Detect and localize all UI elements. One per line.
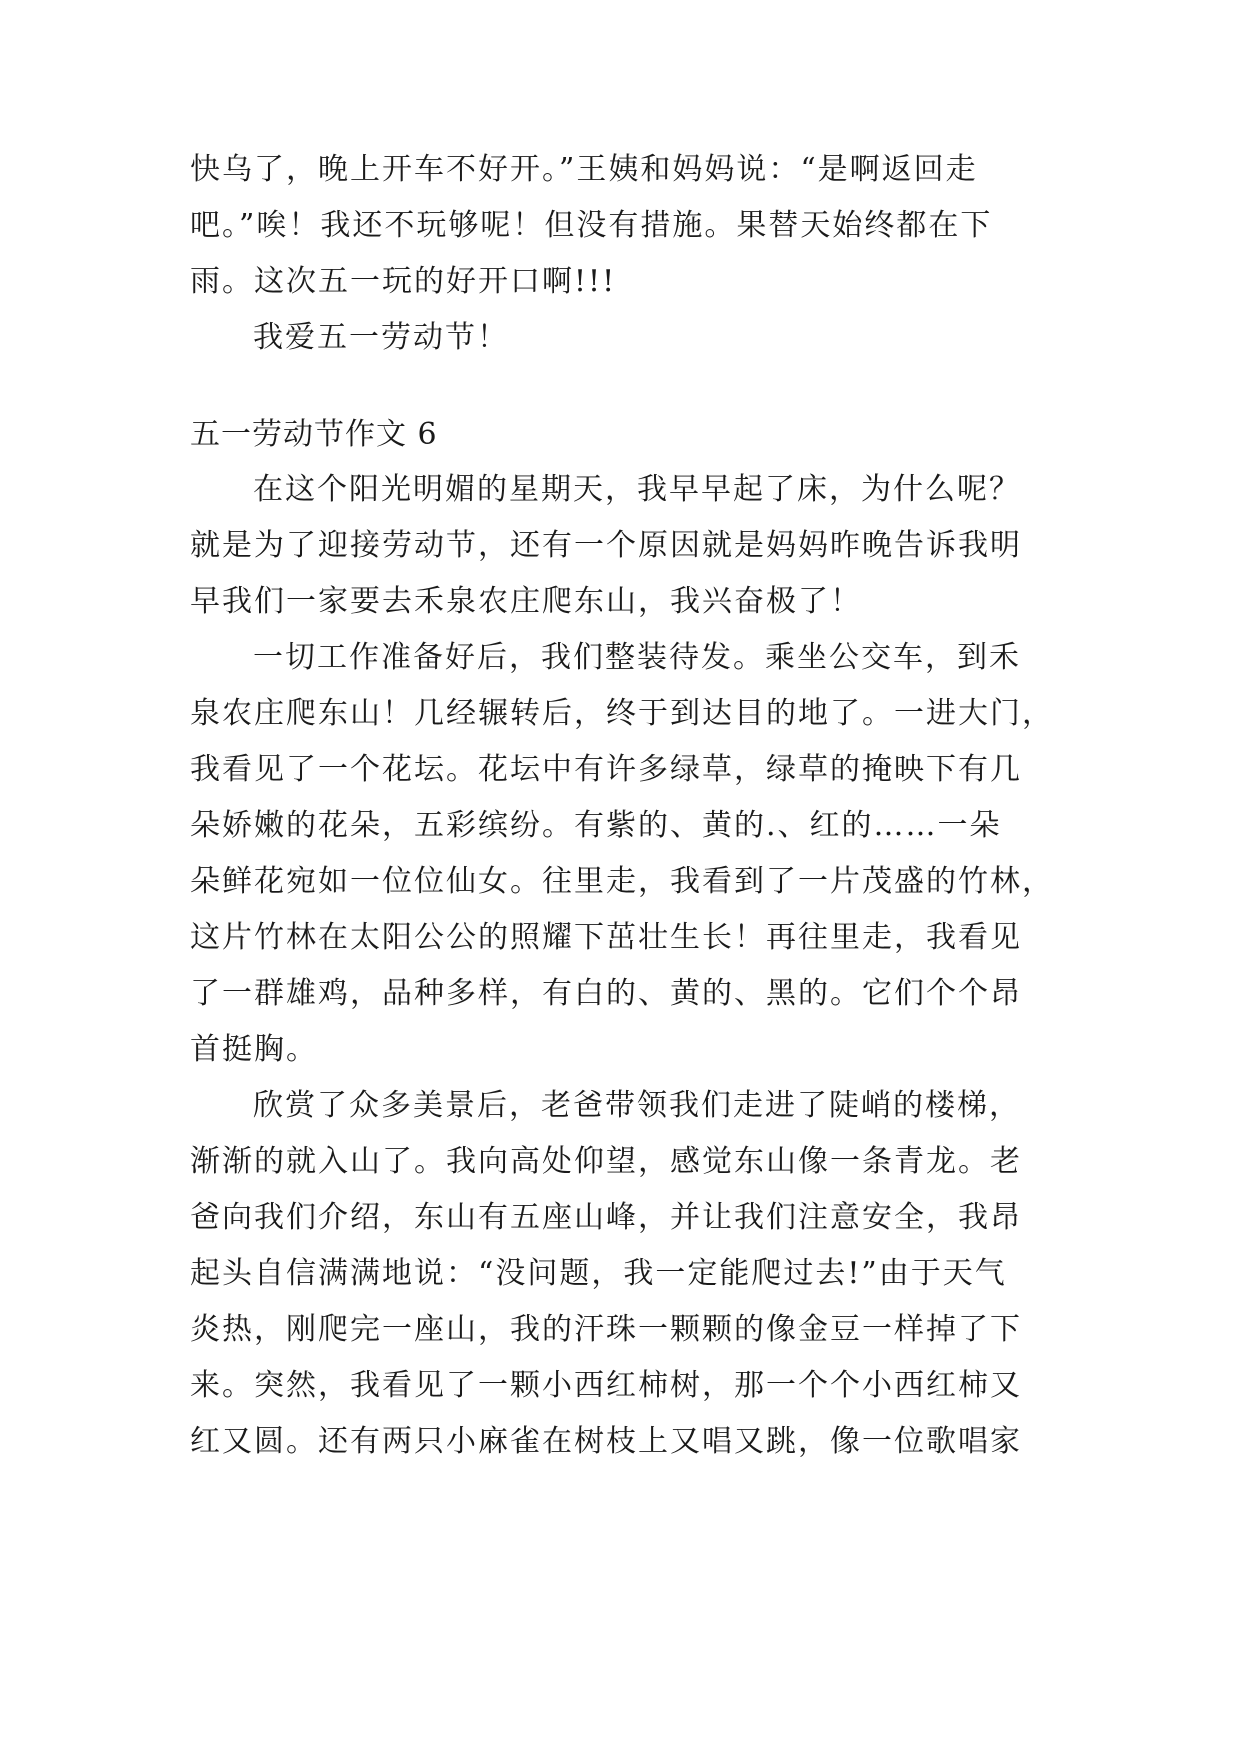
text-line: 一切工作准备好后，我们整装待发。乘坐公交车，到禾 <box>253 640 1021 675</box>
text-line: 就是为了迎接劳动节，还有一个原因就是妈妈昨晚告诉我明 <box>190 528 1022 563</box>
text-line: 爸向我们介绍，东山有五座山峰，并让我们注意安全，我昂 <box>190 1200 1022 1235</box>
text-line: 吧。”唉！我还不玩够呢！但没有措施。果替天始终都在下 <box>190 208 993 243</box>
text-line: 渐渐的就入山了。我向高处仰望，感觉东山像一条青龙。老 <box>190 1144 1022 1179</box>
text-line: 首挺胸。 <box>190 1032 318 1067</box>
text-line: 早我们一家要去禾泉农庄爬东山，我兴奋极了！ <box>190 584 862 619</box>
section-title: 五一劳动节作文 6 <box>190 417 438 452</box>
text-line: 炎热，刚爬完一座山，我的汗珠一颗颗的像金豆一样掉了下 <box>190 1312 1022 1347</box>
text-line: 在这个阳光明媚的星期天，我早早起了床，为什么呢？ <box>253 472 1021 507</box>
text-line: 了一群雄鸡，品种多样，有白的、黄的、黑的。它们个个昂 <box>190 976 1022 1011</box>
text-line: 雨。这次五一玩的好开口啊!!! <box>190 264 617 299</box>
text-line: 朵娇嫩的花朵，五彩缤纷。有紫的、黄的.、红的……一朵 <box>190 808 1002 843</box>
closing-line: 我爱五一劳动节！ <box>253 320 509 355</box>
text-line: 我看见了一个花坛。花坛中有许多绿草，绿草的掩映下有几 <box>190 752 1022 787</box>
text-line: 朵鲜花宛如一位位仙女。往里走，我看到了一片茂盛的竹林， <box>190 864 1054 899</box>
text-line: 快乌了，晚上开车不好开。”王姨和妈妈说：“是啊返回走 <box>190 152 978 187</box>
text-line: 这片竹林在太阳公公的照耀下茁壮生长！再往里走，我看见 <box>190 920 1022 955</box>
text-line: 欣赏了众多美景后，老爸带领我们走进了陡峭的楼梯， <box>253 1088 1021 1123</box>
text-line: 来。突然，我看见了一颗小西红柿树，那一个个小西红柿又 <box>190 1368 1022 1403</box>
text-line: 红又圆。还有两只小麻雀在树枝上又唱又跳，像一位歌唱家 <box>190 1424 1022 1459</box>
text-line: 起头自信满满地说：“没问题，我一定能爬过去!”由于天气 <box>190 1256 1007 1291</box>
text-line: 泉农庄爬东山！几经辗转后，终于到达目的地了。一进大门， <box>190 696 1054 731</box>
